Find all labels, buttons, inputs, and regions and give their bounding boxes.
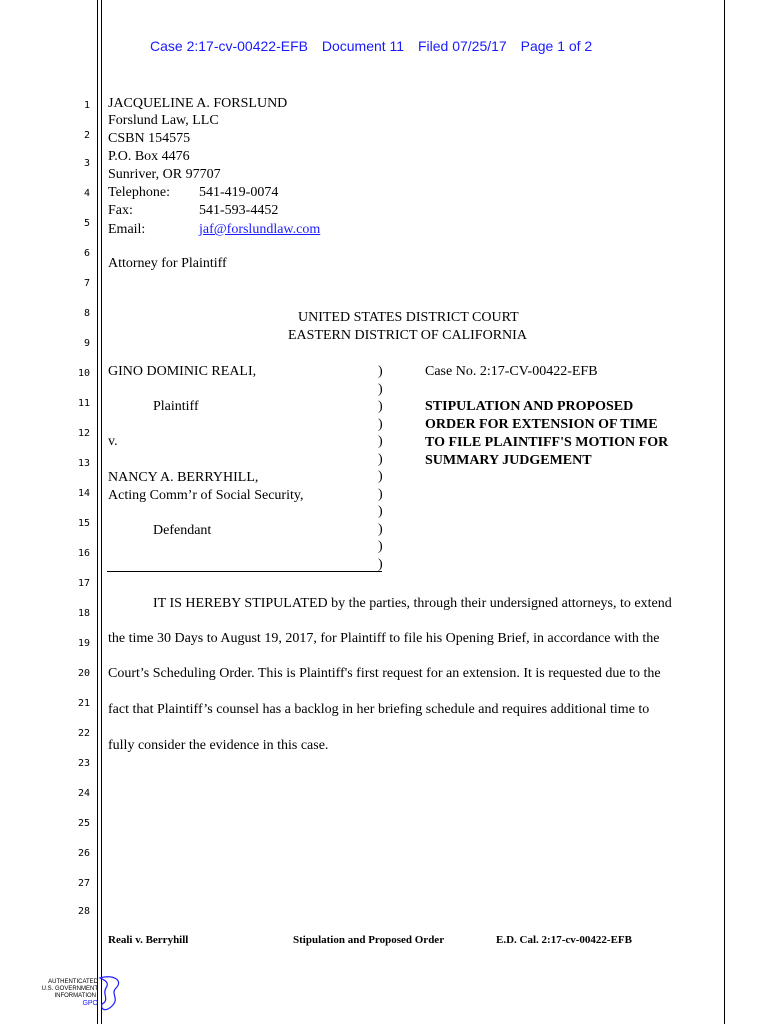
line-number: 1 (83, 100, 90, 111)
caption-paren: ) (378, 539, 383, 554)
header-page: Page 1 of 2 (520, 38, 593, 54)
caption-paren: ) (378, 381, 383, 397)
body-line: the time 30 Days to August 19, 2017, for Plaintiff to file his Opening Brief, in accordance with the (108, 631, 660, 646)
line-number: 18 (77, 608, 90, 619)
line-number: 14 (77, 488, 90, 499)
fax-label: Fax: (108, 203, 133, 218)
document-title-line: TO FILE PLAINTIFF'S MOTION FOR (425, 435, 669, 450)
seal-gpo-mark: GPO (82, 1000, 98, 1007)
attorney-po-box: P.O. Box 4476 (108, 149, 190, 164)
attorney-role: Attorney for Plaintiff (108, 256, 227, 271)
line-number: 15 (77, 518, 90, 529)
header-document: Document 11 (321, 38, 405, 54)
phone-label: Telephone: (108, 185, 170, 200)
left-margin-rule-1 (97, 0, 98, 1024)
line-number: 11 (77, 398, 90, 409)
phone-number: 541-419-0074 (199, 185, 279, 200)
line-number: 26 (77, 848, 90, 859)
plaintiff-role: Plaintiff (153, 399, 199, 414)
footer-document-title: Stipulation and Proposed Order (293, 934, 445, 946)
line-number: 9 (83, 338, 90, 349)
line-number: 27 (77, 878, 90, 889)
line-number: 3 (83, 158, 90, 169)
line-number: 4 (83, 188, 90, 199)
document-title-line: SUMMARY JUDGEMENT (425, 453, 592, 468)
eagle-icon (100, 977, 119, 1010)
caption-paren: ) (378, 469, 383, 484)
line-number: 28 (77, 906, 90, 917)
defendant-name: NANCY A. BERRYHILL, (108, 470, 259, 485)
case-number: Case No. 2:17-CV-00422-EFB (425, 364, 598, 379)
caption-paren: ) (378, 486, 383, 502)
line-number: 7 (83, 278, 90, 289)
seal-text-line: U.S. GOVERNMENT (41, 986, 98, 992)
email-label: Email: (108, 222, 146, 237)
line-number: 24 (77, 788, 90, 799)
right-margin-rule (724, 0, 725, 1024)
attorney-csbn: CSBN 154575 (108, 131, 191, 146)
attorney-name: JACQUELINE A. FORSLUND (108, 96, 288, 111)
gpo-authentication-seal (40, 974, 130, 1014)
footer-case-name: Reali v. Berryhill (108, 934, 189, 946)
left-margin-rule-2 (101, 0, 102, 1024)
line-number: 8 (83, 308, 90, 319)
filing-header (150, 38, 602, 54)
line-number: 6 (83, 248, 90, 259)
line-number: 12 (77, 428, 90, 439)
line-number: 22 (77, 728, 90, 739)
caption-paren: ) (378, 364, 383, 379)
seal-text-line: INFORMATION (54, 993, 96, 999)
caption-paren: ) (378, 399, 383, 414)
header-filed-date: Filed 07/25/17 (417, 38, 507, 54)
footer-court-case: E.D. Cal. 2:17-cv-00422-EFB (496, 934, 632, 946)
caption-paren: ) (378, 556, 383, 572)
line-number: 17 (77, 578, 90, 589)
court-name: UNITED STATES DISTRICT COURT (298, 310, 519, 325)
body-line: Court’s Scheduling Order. This is Plaintiff's first request for an extension. It is requested due to the (108, 666, 661, 681)
defendant-title: Acting Comm’r of Social Security, (108, 488, 304, 503)
court-district: EASTERN DISTRICT OF CALIFORNIA (288, 328, 527, 343)
header-case-number: Case 2:17-cv-00422-EFB (150, 38, 308, 54)
attorney-city: Sunriver, OR 97707 (108, 167, 221, 182)
line-number: 10 (77, 368, 90, 379)
line-number: 16 (77, 548, 90, 559)
caption-paren: ) (378, 416, 383, 432)
body-line: fact that Plaintiff’s counsel has a backlog in her briefing schedule and requires additional time to (108, 702, 650, 717)
caption-underline (107, 571, 382, 572)
line-number: 13 (77, 458, 90, 469)
fax-number: 541-593-4452 (199, 203, 279, 218)
body-line: fully consider the evidence in this case. (108, 738, 329, 753)
caption-paren: ) (378, 434, 383, 449)
line-number: 2 (83, 130, 90, 141)
line-number: 25 (77, 818, 90, 829)
email-link[interactable]: jaf@forslundlaw.com (199, 222, 321, 237)
caption-paren: ) (378, 521, 383, 537)
line-number: 23 (77, 758, 90, 769)
body-line: IT IS HEREBY STIPULATED by the parties, through their undersigned attorneys, to extend (153, 596, 672, 611)
caption-paren: ) (378, 504, 383, 519)
defendant-role: Defendant (153, 523, 212, 538)
versus: v. (108, 434, 118, 449)
line-number: 5 (83, 218, 90, 229)
document-title-line: ORDER FOR EXTENSION OF TIME (425, 417, 658, 432)
document-title-line: STIPULATION AND PROPOSED (425, 399, 634, 414)
line-number: 19 (77, 638, 90, 649)
plaintiff-name: GINO DOMINIC REALI, (108, 364, 257, 379)
attorney-firm: Forslund Law, LLC (108, 113, 219, 128)
seal-text-line: AUTHENTICATED (48, 979, 98, 985)
caption-paren: ) (378, 451, 383, 467)
line-number: 21 (77, 698, 90, 709)
line-number: 20 (77, 668, 90, 679)
